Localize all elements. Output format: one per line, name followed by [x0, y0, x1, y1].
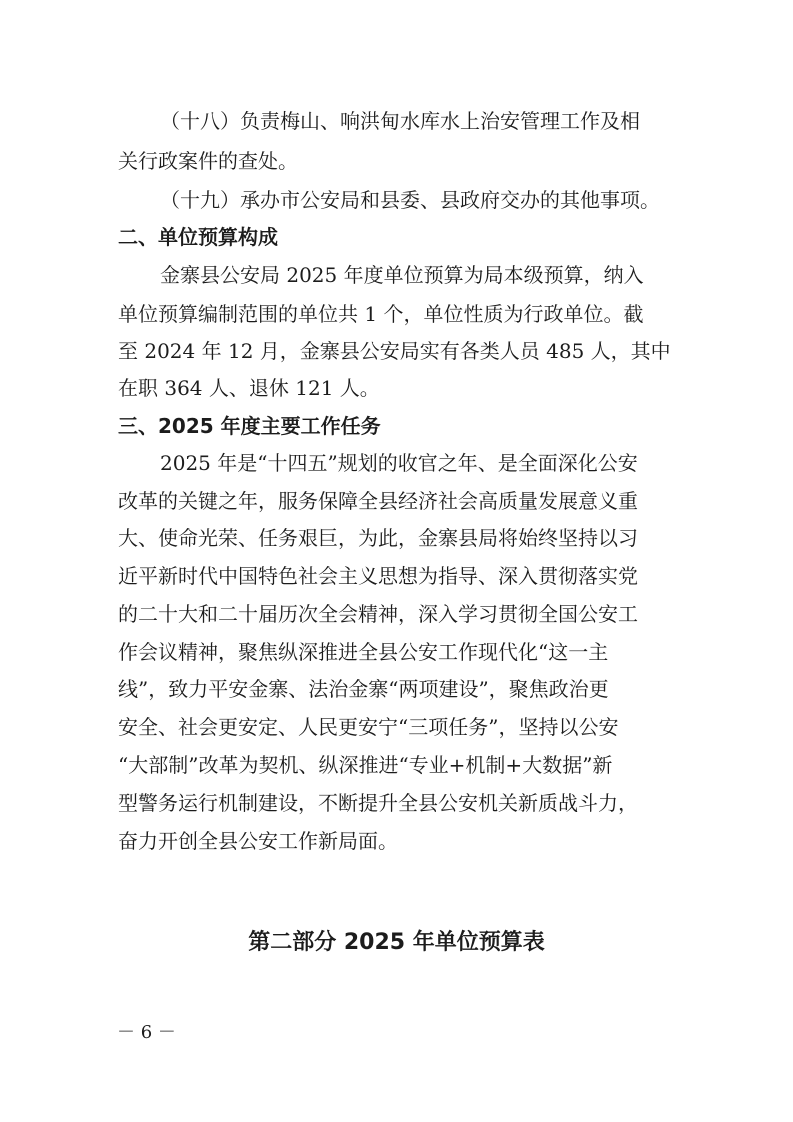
section3-line-9: “大部制”改革为契机、纵深推进“专业+机制+大数据”新: [118, 753, 613, 777]
item18-line-2: 关行政案件的查处。: [118, 149, 298, 173]
section3-heading: 三、2025 年度主要工作任务: [118, 414, 381, 438]
page-number: － 6 －: [117, 1022, 176, 1043]
section3-line-8: 安全、社会更安定、人民更安宁“三项任务”，坚持以公安: [118, 715, 619, 739]
section2-heading: 二、单位预算构成: [118, 225, 278, 249]
section3-line-2: 改革的关键之年，服务保障全县经济社会高质量发展意义重: [118, 489, 638, 513]
item18-line-1: （十八）负责梅山、响洪甸水库水上治安管理工作及相: [160, 109, 640, 133]
section3-line-4: 近平新时代中国特色社会主义思想为指导、深入贯彻落实党: [118, 564, 638, 588]
section3-line-5: 的二十大和二十届历次全会精神，深入学习贯彻全国公安工: [118, 602, 638, 626]
section3-line-1: 2025 年是“十四五”规划的收官之年、是全面深化公安: [160, 451, 638, 475]
section3-line-6: 作会议精神，聚焦纵深推进全县公安工作现代化“这一主: [118, 640, 609, 664]
section3-line-10: 型警务运行机制建设，不断提升全县公安机关新质战斗力，: [118, 791, 638, 815]
section2-line-4: 在职 364 人、退休 121 人。: [118, 376, 380, 400]
item19-line-1: （十九）承办市公安局和县委、县政府交办的其他事项。: [160, 188, 660, 212]
section2-line-2: 单位预算编制范围的单位共 1 个，单位性质为行政单位。截: [118, 302, 644, 326]
section3-line-11: 奋力开创全县公安工作新局面。: [118, 829, 398, 853]
part-title: 第二部分 2025 年单位预算表: [248, 930, 545, 955]
section2-line-3: 至 2024 年 12 月，金寨县公安局实有各类人员 485 人，其中: [118, 339, 671, 363]
section3-line-3: 大、使命光荣、任务艰巨，为此，金寨县局将始终坚持以习: [118, 526, 638, 550]
section3-line-7: 线”，致力平安金寨、法治金寨“两项建设”，聚焦政治更: [118, 677, 609, 701]
section2-line-1: 金寨县公安局 2025 年度单位预算为局本级预算，纳入: [160, 263, 644, 287]
